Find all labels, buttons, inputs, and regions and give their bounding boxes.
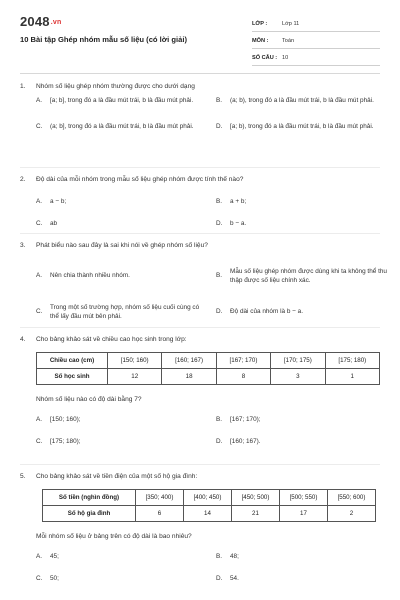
meta-panel xyxy=(252,17,380,68)
header xyxy=(20,12,380,70)
option-label: B. xyxy=(216,97,223,104)
logo-text: 2048 xyxy=(20,14,50,29)
meta-value: 10 xyxy=(282,55,289,61)
option-label: A. xyxy=(36,272,43,279)
height-table xyxy=(36,352,380,385)
page-title: 10 Bài tập Ghép nhóm mẫu số liệu (có lời giải) xyxy=(20,35,188,44)
option-text: 48; xyxy=(230,553,239,560)
question-stem xyxy=(20,472,380,481)
table-cell: 12 xyxy=(108,369,162,385)
option-label: D. xyxy=(216,123,223,130)
table-header-row xyxy=(37,353,380,369)
meta-value: Toán xyxy=(282,38,295,44)
option-label: D. xyxy=(216,308,223,315)
question-1 xyxy=(20,82,380,130)
question-number: 3. xyxy=(20,242,26,249)
option-c[interactable] xyxy=(36,438,210,447)
table-cell: [160; 167) xyxy=(162,353,216,369)
table-cell: [350; 400) xyxy=(136,490,184,506)
question-number: 4. xyxy=(20,336,26,343)
table-cell: 1 xyxy=(325,369,379,385)
table-cell: 2 xyxy=(328,506,376,522)
table-cell: 14 xyxy=(184,506,232,522)
option-d[interactable] xyxy=(216,438,390,447)
table-cell: [170; 175) xyxy=(271,353,325,369)
option-text: [a; b], trong đó a là đầu mút trái, b là đầu mút phải. xyxy=(50,97,194,104)
option-text: (a; b), trong đó a là đầu mút trái, b là đầu mút phải. xyxy=(230,97,374,104)
table-header-row xyxy=(43,490,376,506)
question-4 xyxy=(20,335,380,445)
table-cell: [550; 600) xyxy=(328,490,376,506)
table-cell: Chiều cao (cm) xyxy=(37,353,108,369)
meta-value: Lớp 11 xyxy=(282,21,300,27)
option-d[interactable] xyxy=(216,308,390,317)
option-text: [175; 180); xyxy=(50,438,81,445)
option-b[interactable] xyxy=(216,198,390,207)
question-sub-text: Nhóm số liệu nào có độ dài bằng 7? xyxy=(36,396,142,403)
option-c[interactable] xyxy=(36,304,200,321)
option-text: a + b; xyxy=(230,198,247,205)
option-label: B. xyxy=(216,416,223,423)
option-label: D. xyxy=(216,220,223,227)
option-text: [a; b), trong đó a là đầu mút trái, b là đầu mút phải. xyxy=(230,123,374,130)
question-sub-text: Mỗi nhóm số liệu ở bảng trên có độ dài là bao nhiêu? xyxy=(36,533,192,540)
option-text: 50; xyxy=(50,575,59,582)
option-d[interactable] xyxy=(216,123,390,132)
option-label: A. xyxy=(36,416,43,423)
table-cell: Số tiền (nghìn đồng) xyxy=(43,490,136,506)
divider xyxy=(20,464,380,465)
electricity-table xyxy=(42,489,376,522)
option-label: C. xyxy=(36,575,43,582)
option-d[interactable] xyxy=(216,220,390,229)
option-text: Mẫu số liệu ghép nhóm được dùng khi ta không thể thu thập được số liệu chính xác. xyxy=(230,268,387,284)
table-cell: Số hộ gia đình xyxy=(43,506,136,522)
option-text: a − b; xyxy=(50,198,67,205)
table-cell: [167; 170) xyxy=(216,353,270,369)
divider xyxy=(20,167,380,168)
option-text: Trong một số trường hợp, nhóm số liệu cuối cùng có thể lấy đầu mút bên phải. xyxy=(50,304,200,320)
option-c[interactable] xyxy=(36,220,210,229)
table-row xyxy=(37,369,380,385)
option-a[interactable] xyxy=(36,416,210,425)
option-text: Nên chia thành nhiều nhóm. xyxy=(50,272,130,279)
option-label: C. xyxy=(36,220,43,227)
table-cell: Số học sinh xyxy=(37,369,108,385)
option-label: A. xyxy=(36,198,43,205)
table-cell: 6 xyxy=(136,506,184,522)
meta-row-class xyxy=(252,17,380,32)
option-c[interactable] xyxy=(36,575,210,584)
table-cell: [450; 500) xyxy=(232,490,280,506)
option-text: 45; xyxy=(50,553,59,560)
option-label: A. xyxy=(36,553,43,560)
option-text: Độ dài của nhóm là b − a. xyxy=(230,308,304,315)
question-text: Phát biểu nào sau đây là sai khi nói về ghép nhóm số liệu? xyxy=(36,242,208,249)
question-stem xyxy=(20,335,380,344)
meta-row-subject xyxy=(252,34,380,49)
table-cell: 17 xyxy=(280,506,328,522)
table-cell: 3 xyxy=(271,369,325,385)
option-text: [160; 167). xyxy=(230,438,261,445)
table-row xyxy=(43,506,376,522)
option-label: A. xyxy=(36,97,43,104)
option-label: B. xyxy=(216,198,223,205)
option-a[interactable] xyxy=(36,553,210,562)
option-text: (a; b], trong đó a là đầu mút trái, b là đầu mút phải. xyxy=(50,123,194,130)
question-stem xyxy=(20,175,380,184)
question-number: 5. xyxy=(20,473,26,480)
question-text: Độ dài của mỗi nhóm trong mẫu số liệu ghép nhóm được tính thế nào? xyxy=(36,176,244,183)
option-a[interactable] xyxy=(36,272,210,281)
option-a[interactable] xyxy=(36,198,210,207)
option-text: [167; 170); xyxy=(230,416,261,423)
option-label: C. xyxy=(36,123,43,130)
option-b[interactable] xyxy=(216,268,395,285)
question-text: Nhóm số liệu ghép nhóm thường được cho dưới dạng xyxy=(36,83,195,90)
meta-key: LỚP : xyxy=(252,21,268,27)
header-divider xyxy=(20,73,380,74)
option-b[interactable] xyxy=(216,97,390,106)
question-stem xyxy=(20,241,380,250)
meta-row-count xyxy=(252,51,380,66)
question-2 xyxy=(20,175,380,227)
table-cell: 18 xyxy=(162,369,216,385)
option-b[interactable] xyxy=(216,553,390,562)
table-cell: 21 xyxy=(232,506,280,522)
option-label: C. xyxy=(36,438,43,445)
option-label: D. xyxy=(216,438,223,445)
question-3 xyxy=(20,241,387,320)
logo-suffix: .vn xyxy=(50,19,62,27)
table-cell: [400; 450) xyxy=(184,490,232,506)
divider xyxy=(20,327,380,328)
option-b[interactable] xyxy=(216,416,390,425)
option-label: C. xyxy=(36,308,43,316)
site-logo[interactable] xyxy=(20,14,61,29)
table-cell: [175; 180) xyxy=(325,353,379,369)
question-text: Cho bảng khảo sát về tiền điện của một số hộ gia đình: xyxy=(36,473,198,480)
option-label: B. xyxy=(216,272,223,280)
option-text: b − a. xyxy=(230,220,247,227)
option-label: B. xyxy=(216,553,223,560)
question-number: 1. xyxy=(20,83,26,90)
option-text: ab xyxy=(50,220,58,227)
table-cell: [500; 550) xyxy=(280,490,328,506)
question-number: 2. xyxy=(20,176,26,183)
option-a[interactable] xyxy=(36,97,210,106)
meta-key: MÔN : xyxy=(252,38,269,44)
question-stem xyxy=(20,82,380,91)
meta-key: SỐ CÂU : xyxy=(252,55,278,61)
question-text: Cho bảng khảo sát về chiều cao học sinh trong lớp: xyxy=(36,336,187,343)
table-cell: [150; 160) xyxy=(108,353,162,369)
option-text: [150; 160); xyxy=(50,416,81,423)
table-cell: 8 xyxy=(216,369,270,385)
option-d[interactable] xyxy=(216,575,390,584)
option-c[interactable] xyxy=(36,123,210,132)
question-5 xyxy=(20,472,380,582)
option-label: D. xyxy=(216,575,223,582)
divider xyxy=(20,233,380,234)
option-text: 54. xyxy=(230,575,239,582)
